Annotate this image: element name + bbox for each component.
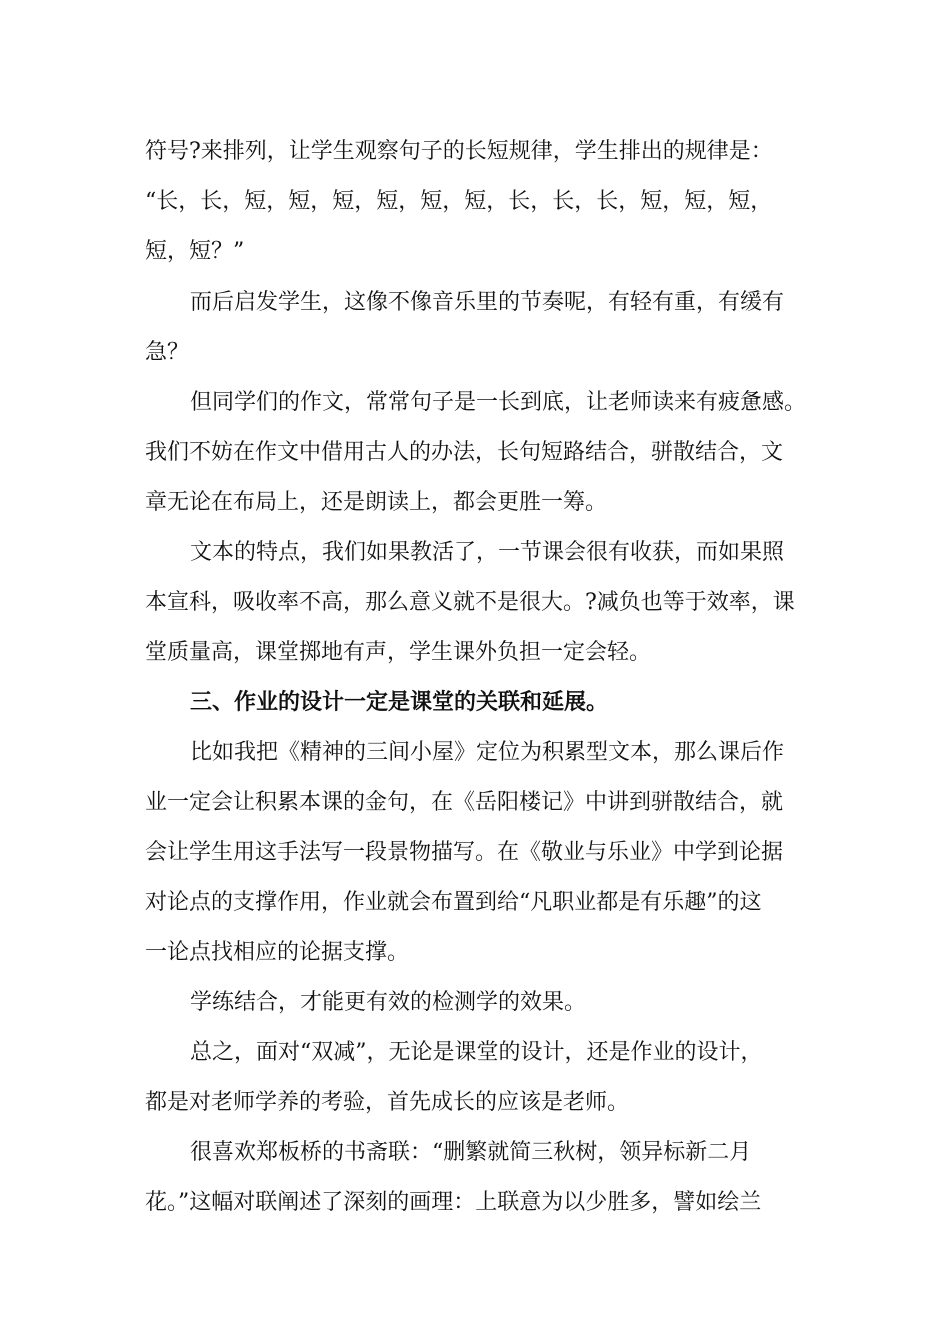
text-line: 而后启发学生，这像不像音乐里的节奏呢，有轻有重，有缓有: [190, 290, 785, 315]
text-line: “长，长，短，短，短，短，短，短，长，长，长，短，短，短，: [145, 189, 773, 214]
text-line: 业一定会让积累本课的金句，在《岳阳楼记》中讲到骈散结合，就: [145, 790, 784, 815]
text-line: 一论点找相应的论据支撑。: [145, 940, 410, 965]
text-line: 总之，面对“双减”，无论是课堂的设计，还是作业的设计，: [190, 1040, 763, 1065]
text-line: 文本的特点，我们如果教活了，一节课会很有收获，而如果照: [190, 540, 785, 565]
section-heading: 三、作业的设计一定是课堂的关联和延展。: [190, 690, 609, 715]
text-line: 我们不妨在作文中借用古人的办法，长句短路结合，骈散结合，文: [145, 440, 784, 465]
text-line: 章无论在布局上，还是朗读上，都会更胜一筹。: [145, 490, 608, 515]
text-line: 本宣科，吸收率不高，那么意义就不是很大。?减负也等于效率，课: [145, 590, 795, 615]
text-line: 学练结合，才能更有效的检测学的效果。: [190, 990, 587, 1015]
text-line: 急？: [145, 340, 190, 365]
text-line: 堂质量高，课堂掷地有声，学生课外负担一定会轻。: [145, 640, 652, 665]
text-line: 都是对老师学养的考验，首先成长的应该是老师。: [145, 1090, 630, 1115]
text-line: 比如我把《精神的三间小屋》定位为积累型文本，那么课后作: [190, 740, 785, 765]
text-line: 很喜欢郑板桥的书斋联：“删繁就简三秋树，领异标新二月: [190, 1140, 752, 1165]
text-line: 对论点的支撑作用，作业就会布置到给“凡职业都是有乐趣”的这: [145, 890, 762, 915]
text-line: 花。”这幅对联阐述了深刻的画理：上联意为以少胜多，譬如绘兰: [145, 1190, 762, 1215]
text-line: 符号?来排列，让学生观察句子的长短规律，学生排出的规律是：: [145, 139, 773, 164]
text-line: 会让学生用这手法写一段景物描写。在《敬业与乐业》中学到论据: [145, 840, 784, 865]
text-line: 但同学们的作文，常常句子是一长到底，让老师读来有疲惫感。: [190, 390, 807, 415]
text-line: 短，短？”: [145, 239, 245, 264]
